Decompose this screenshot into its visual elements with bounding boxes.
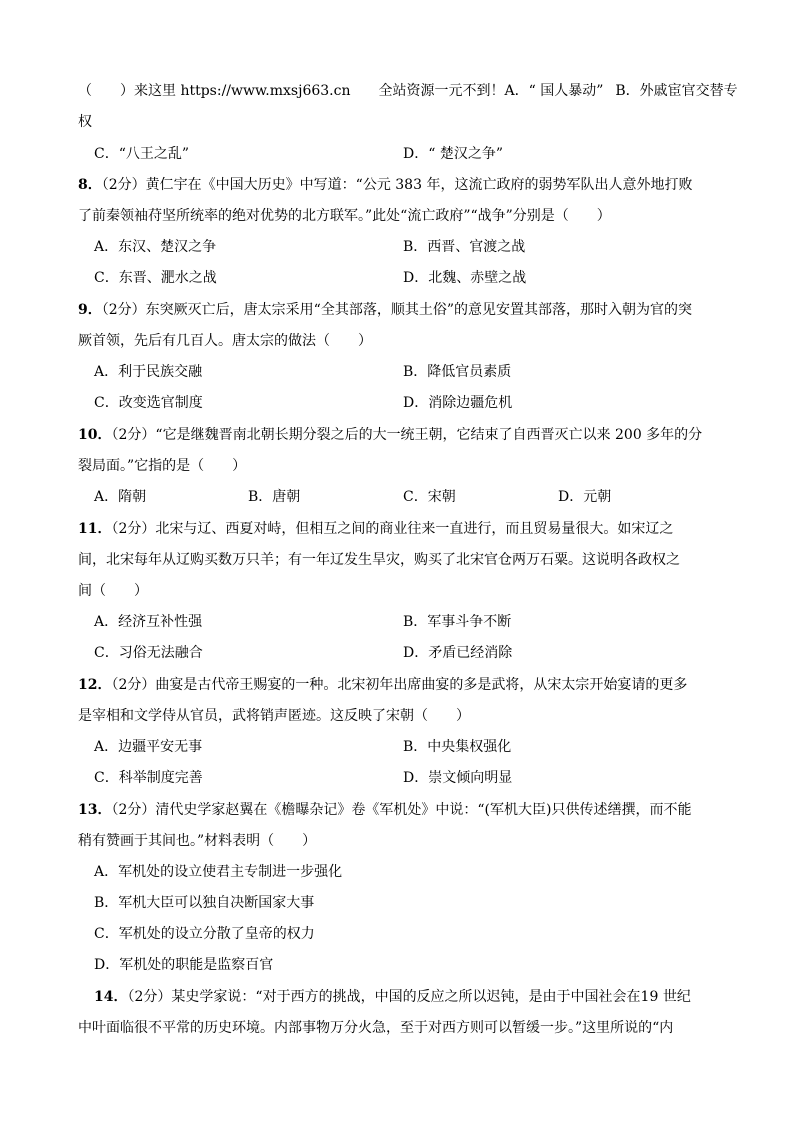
q12-option-b: B．中央集权强化 [403, 739, 512, 755]
q9-number: 9． [78, 302, 102, 318]
q11-option-b: B．军事斗争不断 [403, 614, 512, 630]
q9-score: （2分） [101, 302, 146, 318]
q9-stem-line1 [78, 301, 692, 319]
q8-text: 黄仁宇在《中国大历史》中写道：“公元 383 年，这流亡政府的弱势军队出人意外地打败 [145, 177, 693, 193]
q11-score: （2分） [111, 521, 156, 537]
q13-option-d: D．军机处的职能是监察百官 [94, 957, 274, 973]
q14-stem-line2: 中叶面临很不平常的历史环境。内部事物万分火急，至于对西方则可以暂缓一步。”这里所说的“内 [78, 1020, 674, 1036]
q7-option-b: B．外戚宦官交替专 [615, 83, 738, 99]
q14-number: 14． [94, 989, 128, 1005]
q10-stem-line2: 裂局面。”它指的是（ ） [78, 458, 247, 474]
q7-option-d: D．“ 楚汉之争” [403, 146, 503, 162]
q10-text: “它是继魏晋南北朝长期分裂之后的大一统王朝，它结束了自西晋灭亡以来 200 多年的分 [155, 427, 703, 443]
q9-stem-line2: 厥首领，先后有几百人。唐太宗的做法（ ） [78, 333, 372, 349]
q8-option-b: B．西晋、官渡之战 [403, 239, 526, 255]
q11-stem-line3: 间（ ） [78, 583, 148, 599]
q8-option-d: D．北魏、赤壁之战 [403, 270, 527, 286]
q11-option-c: C．习俗无法融合 [94, 645, 203, 661]
q11-text: 北宋与辽、西夏对峙，但相互之间的商业往来一直进行，而且贸易量很大。如宋辽之 [155, 521, 674, 537]
q9-option-c: C．改变选官制度 [94, 395, 203, 411]
q11-option-a: A．经济互补性强 [94, 614, 203, 630]
q8-option-c: C．东晋、淝水之战 [94, 270, 217, 286]
q9-option-d: D．消除边疆危机 [403, 395, 513, 411]
q12-option-c: C．科举制度完善 [94, 770, 203, 786]
q7-site-link[interactable]: https://www.mxsj663.cn [180, 83, 351, 99]
q13-text: 清代史学家赵翼在《檐曝杂记》卷《军机处》中说：“(军机大臣)只供传述缮撰，而不能 [155, 802, 692, 818]
q8-stem-line1 [78, 176, 692, 194]
q7-text-pre: （ ）来这里 [78, 83, 181, 99]
q10-option-b: B．唐朝 [248, 489, 301, 505]
q10-stem-line1 [78, 426, 702, 444]
q11-stem-line2: 间，北宋每年从辽购买数万只羊；有一年辽发生旱灾，购买了北宋官仓两万石粟。这说明各政权之 [78, 552, 680, 568]
q9-option-b: B．降低官员素质 [403, 364, 512, 380]
q11-option-d: D．矛盾已经消除 [403, 645, 513, 661]
q8-number: 8． [78, 177, 102, 193]
q11-number: 11． [78, 521, 112, 537]
q12-number: 12． [78, 677, 112, 693]
q12-text: 曲宴是古代帝王赐宴的一种。北宋初年出席曲宴的多是武将，从宋太宗开始宴请的更多 [155, 677, 688, 693]
q13-score: （2分） [111, 802, 156, 818]
q12-stem-line1 [78, 676, 687, 694]
q14-score: （2分） [127, 989, 172, 1005]
q13-number: 13． [78, 802, 112, 818]
q12-score: （2分） [111, 677, 156, 693]
q13-option-c: C．军机处的设立分散了皇帝的权力 [94, 926, 315, 942]
q7-option-b-wrap: 权 [78, 114, 92, 130]
q10-option-c: C．宋朝 [403, 489, 456, 505]
q10-option-a: A．隋朝 [94, 489, 147, 505]
q7-option-a: 全站资源一元不到！A．“ 国人暴动” [378, 83, 604, 99]
q10-option-d: D．元朝 [558, 489, 612, 505]
q13-option-b: B．军机大臣可以独自决断国家大事 [94, 895, 315, 911]
q13-stem-line2: 稍有赞画于其间也。”材料表明（ ） [78, 833, 317, 849]
q13-stem-line1 [78, 801, 692, 819]
q7-option-c: C．“八王之乱” [94, 146, 190, 162]
q12-option-d: D．崇文倾向明显 [403, 770, 513, 786]
q9-text: 东突厥灭亡后，唐太宗采用“全其部落，顺其土俗”的意见安置其部落，那时入朝为官的突 [145, 302, 692, 318]
q10-score: （2分） [111, 427, 156, 443]
q9-option-a: A．利于民族交融 [94, 364, 203, 380]
q13-option-a: A．军机处的设立使君主专制进一步强化 [94, 864, 343, 880]
q14-stem-line1 [94, 988, 691, 1006]
q12-stem-line2: 是宰相和文学侍从官员，武将销声匿迹。这反映了宋朝（ ） [78, 708, 470, 724]
q8-stem-line2: 了前秦领袖苻坚所统率的绝对优势的北方联军。”此处“流亡政府”“战争”分别是（ ） [78, 208, 611, 224]
q10-number: 10． [78, 427, 112, 443]
q14-text: 某史学家说：“对于西方的挑战，中国的反应之所以迟钝，是由于中国社会在19 世纪 [171, 989, 691, 1005]
q11-stem-line1 [78, 520, 673, 538]
q7-line1 [78, 82, 738, 100]
q8-option-a: A．东汉、楚汉之争 [94, 239, 217, 255]
q12-option-a: A．边疆平安无事 [94, 739, 203, 755]
q8-score: （2分） [101, 177, 146, 193]
